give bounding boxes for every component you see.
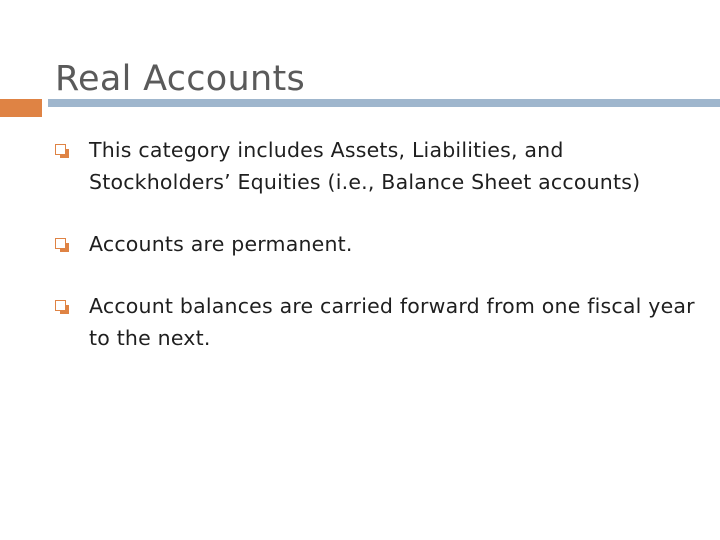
- hollow-square-bullet-icon: [55, 238, 66, 249]
- bullet-item: [55, 134, 695, 198]
- bullet-item: [55, 290, 695, 354]
- accent-bar-orange: [0, 99, 42, 117]
- hollow-square-bullet-icon: [55, 300, 66, 311]
- bullet-item: [55, 228, 695, 260]
- accent-bar-blue: [48, 99, 720, 107]
- bullet-text: This category includes Assets, Liabilities, and Stockholders’ Equities (i.e., Balance Sheet accounts): [89, 138, 641, 194]
- slide-title: Real Accounts: [55, 59, 306, 100]
- hollow-square-bullet-icon: [55, 144, 66, 155]
- bullet-text: Account balances are carried forward from one fiscal year to the next.: [89, 294, 695, 350]
- bullet-text: Accounts are permanent.: [89, 232, 353, 256]
- bullet-list: [55, 134, 695, 354]
